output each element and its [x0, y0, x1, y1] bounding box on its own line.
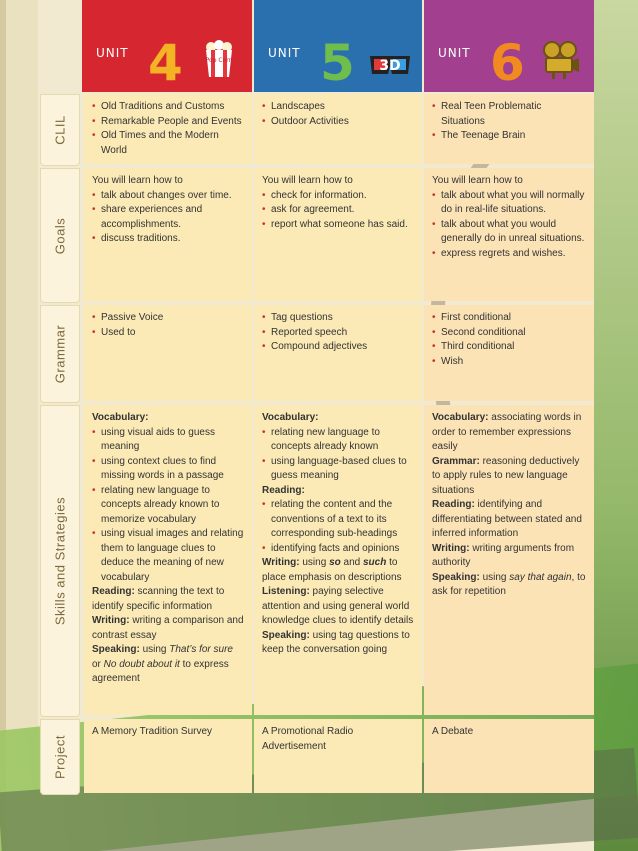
goals-unit-4: You will learn how to • talk about changes over time. • share experiences and accomplishments. • discuss traditions.	[84, 168, 252, 301]
movie-camera-icon	[540, 40, 580, 80]
row-label-grammar: Grammar	[40, 305, 80, 403]
row-label-project: Project	[40, 719, 80, 795]
project-unit-4: A Memory Tradition Survey	[84, 719, 252, 793]
skills-unit-4: Vocabulary: • using visual aids to guess meaning • using context clues to find missing words in a passage • relating new language to concepts already known to memorize vocabulary • using visual images and relating them to language clues to deduce the meaning of new vocabulary Reading: scanning the text to identify specific information Writing: writing a comparison and contrast essay Speaking: using That’s for sure or No doubt about it to express agreement	[84, 405, 252, 715]
unit-number: 6	[490, 34, 525, 92]
svg-text:3D: 3D	[379, 58, 401, 74]
grammar-unit-6: • First conditional • Second conditional • Third conditional • Wish	[424, 305, 594, 401]
unit-label: UNIT	[268, 46, 301, 60]
clil-unit-4: • Old Traditions and Customs • Remarkable People and Events • Old Times and the Modern World	[84, 94, 252, 164]
project-unit-6: A Debate	[424, 719, 594, 793]
unit-number: 4	[148, 34, 183, 92]
unit-label: UNIT	[96, 46, 129, 60]
grammar-unit-4: • Passive Voice • Used to	[84, 305, 252, 401]
goals-unit-5: You will learn how to • check for information. • ask for agreement. • report what someone has said.	[254, 168, 422, 301]
unit-6-header	[424, 0, 594, 92]
unit-number: 5	[320, 34, 355, 92]
row-label-skills: Skills and Strategies	[40, 405, 80, 717]
row-label-goals: Goals	[40, 168, 80, 303]
skills-unit-6: Vocabulary: associating words in order to remember expressions easily Grammar: reasoning deductively to apply rules to new language situations Reading: identifying and differentiating between stated and inferred information Writing: writing arguments from authority Speaking: using say that again, to ask for repetition	[424, 405, 594, 715]
clil-unit-6: • Real Teen Problematic Situations • The Teenage Brain	[424, 94, 594, 164]
3d-glasses-icon	[368, 46, 412, 78]
popcorn-icon	[202, 40, 236, 78]
popcorn-text: Pop Corn	[205, 57, 233, 64]
unit-label: UNIT	[438, 46, 471, 60]
skills-unit-5: Vocabulary: • relating new language to concepts already known • using language-based clues to guess meaning Reading: • relating the content and the conventions of a text to its corresponding sub-headings • identifying facts and opinions Writing: using so and such to place emphasis on descriptions Listening: paying selective attention and using general world knowledge clues to identify details Speaking: using tag questions to keep the conversation going	[254, 405, 422, 715]
grammar-unit-5: • Tag questions • Reported speech • Compound adjectives	[254, 305, 422, 401]
row-label-clil: CLIL	[40, 94, 80, 166]
project-unit-5: A Promotional Radio Advertisement	[254, 719, 422, 793]
clil-unit-5: • Landscapes • Outdoor Activities	[254, 94, 422, 164]
goals-unit-6: You will learn how to • talk about what you will normally do in real-life situations. • talk about what you would generally do in unreal situations. • express regrets and wishes.	[424, 168, 594, 301]
unit-5-header	[254, 0, 422, 92]
unit-4-header	[82, 0, 252, 92]
